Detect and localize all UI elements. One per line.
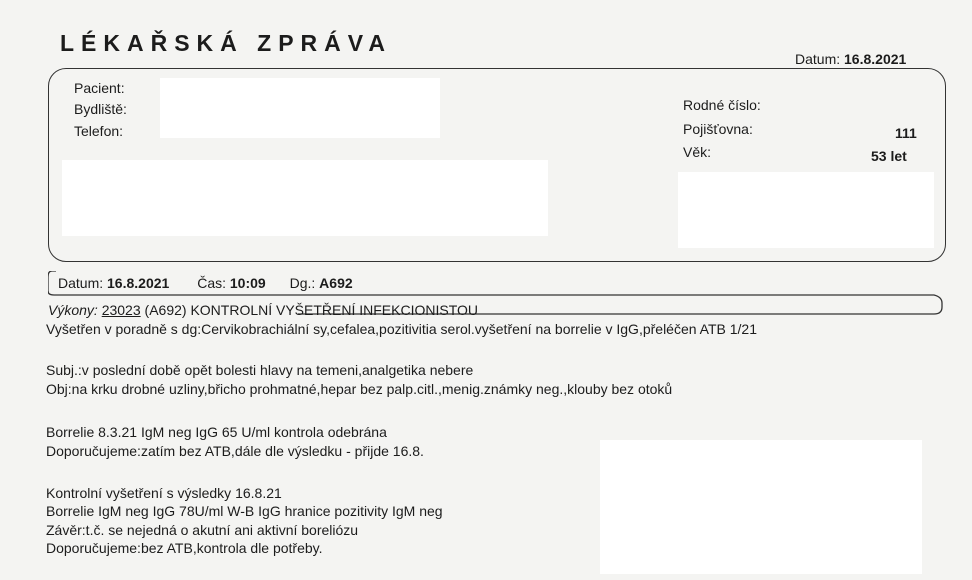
report-line: Doporučujeme:bez ATB,kontrola dle potřeby.: [46, 540, 323, 556]
report-line: Borrelie IgM neg IgG 78U/ml W-B IgG hranice pozitivity IgM neg: [46, 503, 443, 519]
report-date-label: Datum:: [795, 51, 841, 67]
visit-date-value: 16.8.2021: [107, 275, 170, 291]
visit-header: [58, 275, 353, 291]
visit-time-value: 10:09: [229, 275, 266, 291]
pacient-label: Pacient:: [74, 80, 125, 96]
pojistovna-label: Pojišťovna:: [683, 121, 753, 137]
report-line: Kontrolní vyšetření s výsledky 16.8.21: [46, 485, 282, 501]
report-date-value: 16.8.2021: [844, 51, 907, 67]
visit-dg-value: A692: [319, 275, 353, 291]
bydliste-label: Bydliště:: [74, 101, 127, 117]
vykony-code: 23023: [101, 302, 141, 318]
report-line: Doporučujeme:zatím bez ATB,dále dle výsledku - přijde 16.8.: [46, 443, 424, 459]
vek-value: 53 let: [871, 148, 907, 164]
rodne-cislo-label: Rodné číslo:: [683, 97, 761, 113]
redaction-bottom-block: [600, 440, 922, 574]
report-title: LÉKAŘSKÁ ZPRÁVA: [60, 30, 393, 56]
vykony-description: (A692) KONTROLNÍ VYŠETŘENÍ INFEKCIONISTOU: [144, 302, 479, 318]
report-line: Borrelie 8.3.21 IgM neg IgG 65 U/ml kontrola odebrána: [46, 424, 387, 440]
report-line: Subj.:v poslední době opět bolesti hlavy na temeni,analgetika nebere: [46, 362, 474, 378]
redaction-right-block: [678, 172, 934, 248]
vek-label: Věk:: [683, 144, 712, 160]
vykony-label: Výkony:: [48, 302, 98, 318]
telefon-label: Telefon:: [74, 123, 124, 139]
report-line: Závěr:t.č. se nejedná o akutní ani aktivní boreliózu: [46, 522, 359, 538]
visit-dg-label: Dg.:: [289, 275, 316, 291]
redaction-left-block: [62, 160, 548, 236]
visit-date-label: Datum:: [58, 275, 104, 291]
vykony-line: [48, 302, 478, 318]
redaction-patient-details: [160, 78, 440, 138]
report-line: Vyšetřen v poradně s dg:Cervikobrachiální sy,cefalea,pozitivitia serol.vyšetření na borrelie v IgG,přeléčen ATB 1/21: [46, 321, 757, 337]
pojistovna-value: 111: [895, 125, 917, 141]
visit-time-label: Čas:: [197, 275, 226, 291]
report-date: [795, 51, 906, 67]
report-line: Obj:na krku drobné uzliny,břicho prohmatné,hepar bez palp.citl.,menig.známky neg.,klouby bez otoků: [46, 381, 673, 397]
